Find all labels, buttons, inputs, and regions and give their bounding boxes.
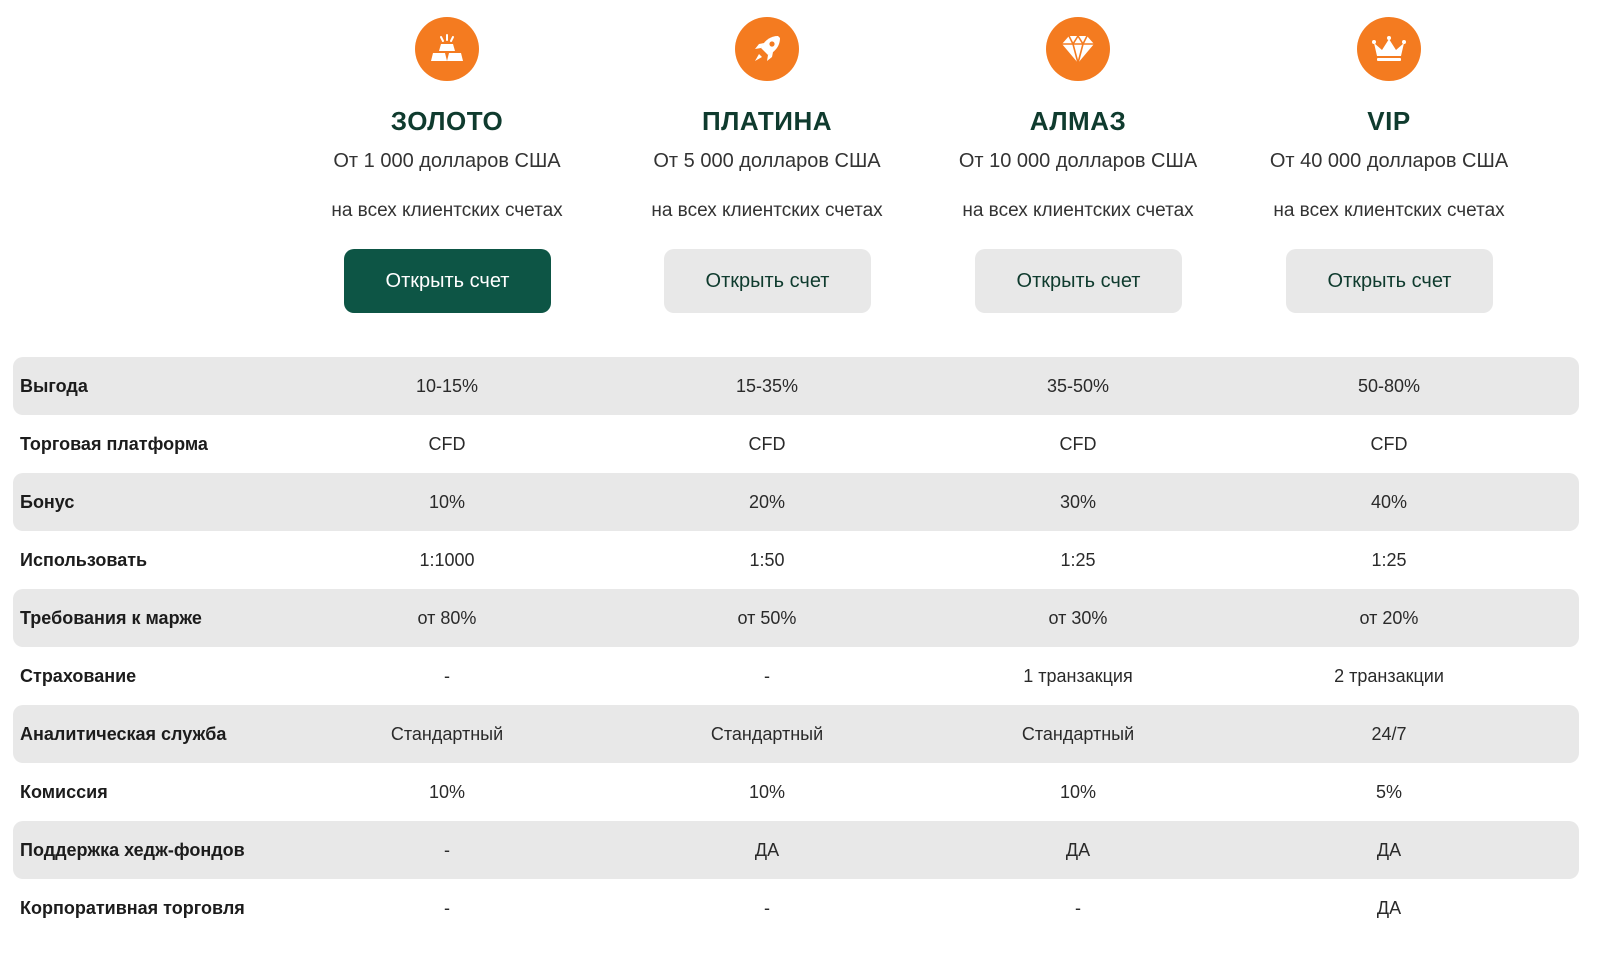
plan-platinum — [617, 0, 917, 340]
row-label: Бонус — [20, 492, 75, 512]
row-label: Поддержка хедж-фондов — [20, 840, 245, 860]
rocket-icon — [735, 17, 799, 81]
table-cell: CFD — [748, 434, 786, 454]
open-account-button-gold[interactable]: Открыть счет — [344, 249, 551, 313]
table-cell: 24/7 — [1371, 724, 1407, 744]
open-account-button-diamond[interactable]: Открыть счет — [975, 249, 1182, 313]
open-account-button-vip[interactable]: Открыть счет — [1286, 249, 1493, 313]
table-cell: 50-80% — [1357, 376, 1421, 396]
plan-diamond — [928, 0, 1228, 340]
table-cell: ДА — [754, 840, 780, 860]
table-cell: - — [1075, 898, 1081, 918]
plan-title: ПЛАТИНА — [701, 106, 833, 136]
table-cell: CFD — [1370, 434, 1408, 454]
plan-title: ЗОЛОТО — [390, 106, 504, 136]
plan-gold — [297, 0, 597, 340]
table-cell: 10% — [748, 782, 786, 802]
plan-note: на всех клиентских счетах — [651, 200, 883, 221]
plan-note: на всех клиентских счетах — [331, 200, 563, 221]
table-cell: - — [444, 666, 450, 686]
table-row — [13, 879, 1579, 937]
row-label: Страхование — [20, 666, 137, 686]
table-cell: 1:1000 — [419, 550, 475, 570]
table-cell: Стандартный — [710, 724, 824, 744]
table-cell: 1:25 — [1371, 550, 1407, 570]
table-cell: 40% — [1370, 492, 1408, 512]
table-cell: - — [444, 898, 450, 918]
gold-bars-icon — [415, 17, 479, 81]
table-row — [13, 357, 1579, 415]
table-row — [13, 415, 1579, 473]
table-cell: Стандартный — [1021, 724, 1135, 744]
row-label: Торговая платформа — [20, 434, 208, 454]
table-row — [13, 473, 1579, 531]
table-row — [13, 589, 1579, 647]
table-cell: - — [444, 840, 450, 860]
row-label: Аналитическая служба — [20, 724, 227, 744]
table-cell: - — [764, 666, 770, 686]
comparison-table — [13, 357, 1579, 937]
table-cell: ДА — [1376, 840, 1402, 860]
table-cell: от 30% — [1048, 608, 1108, 628]
plans-header — [0, 0, 1600, 340]
diamond-icon — [1046, 17, 1110, 81]
table-cell: от 20% — [1359, 608, 1419, 628]
row-label: Корпоративная торговля — [20, 898, 245, 918]
plan-note: на всех клиентских счетах — [1273, 200, 1505, 221]
table-cell: 20% — [748, 492, 786, 512]
table-cell: 35-50% — [1046, 376, 1110, 396]
table-cell: 15-35% — [735, 376, 799, 396]
table-row — [13, 531, 1579, 589]
open-account-button-platinum[interactable]: Открыть счет — [664, 249, 871, 313]
table-row — [13, 763, 1579, 821]
table-cell: 10-15% — [415, 376, 479, 396]
table-row — [13, 705, 1579, 763]
table-cell: ДА — [1376, 898, 1402, 918]
table-cell: Стандартный — [390, 724, 504, 744]
table-cell: от 80% — [417, 608, 477, 628]
table-row — [13, 647, 1579, 705]
table-cell: 2 транзакции — [1334, 666, 1444, 686]
crown-icon — [1357, 17, 1421, 81]
plan-price: От 1 000 долларов США — [333, 150, 561, 172]
table-cell: 1 транзакция — [1023, 666, 1133, 686]
row-label: Требования к марже — [20, 608, 202, 628]
table-row — [13, 821, 1579, 879]
table-cell: CFD — [428, 434, 466, 454]
plan-price: От 40 000 долларов США — [1269, 150, 1509, 172]
table-cell: 1:25 — [1060, 550, 1096, 570]
table-cell: 30% — [1059, 492, 1097, 512]
plan-price: От 10 000 долларов США — [958, 150, 1198, 172]
row-label: Комиссия — [20, 782, 108, 802]
plan-price: От 5 000 долларов США — [653, 150, 881, 172]
table-cell: 10% — [428, 492, 466, 512]
table-cell: 1:50 — [749, 550, 785, 570]
table-cell: 5% — [1375, 782, 1402, 802]
plan-vip — [1239, 0, 1539, 340]
table-cell: CFD — [1059, 434, 1097, 454]
table-cell: ДА — [1065, 840, 1091, 860]
plan-title: VIP — [1367, 106, 1411, 136]
table-cell: 10% — [428, 782, 466, 802]
table-cell: - — [764, 898, 770, 918]
table-cell: 10% — [1059, 782, 1097, 802]
table-cell: от 50% — [737, 608, 797, 628]
plan-title: АЛМАЗ — [1029, 106, 1127, 136]
row-label: Выгода — [20, 376, 88, 396]
plan-note: на всех клиентских счетах — [962, 200, 1194, 221]
row-label: Использовать — [20, 550, 148, 570]
